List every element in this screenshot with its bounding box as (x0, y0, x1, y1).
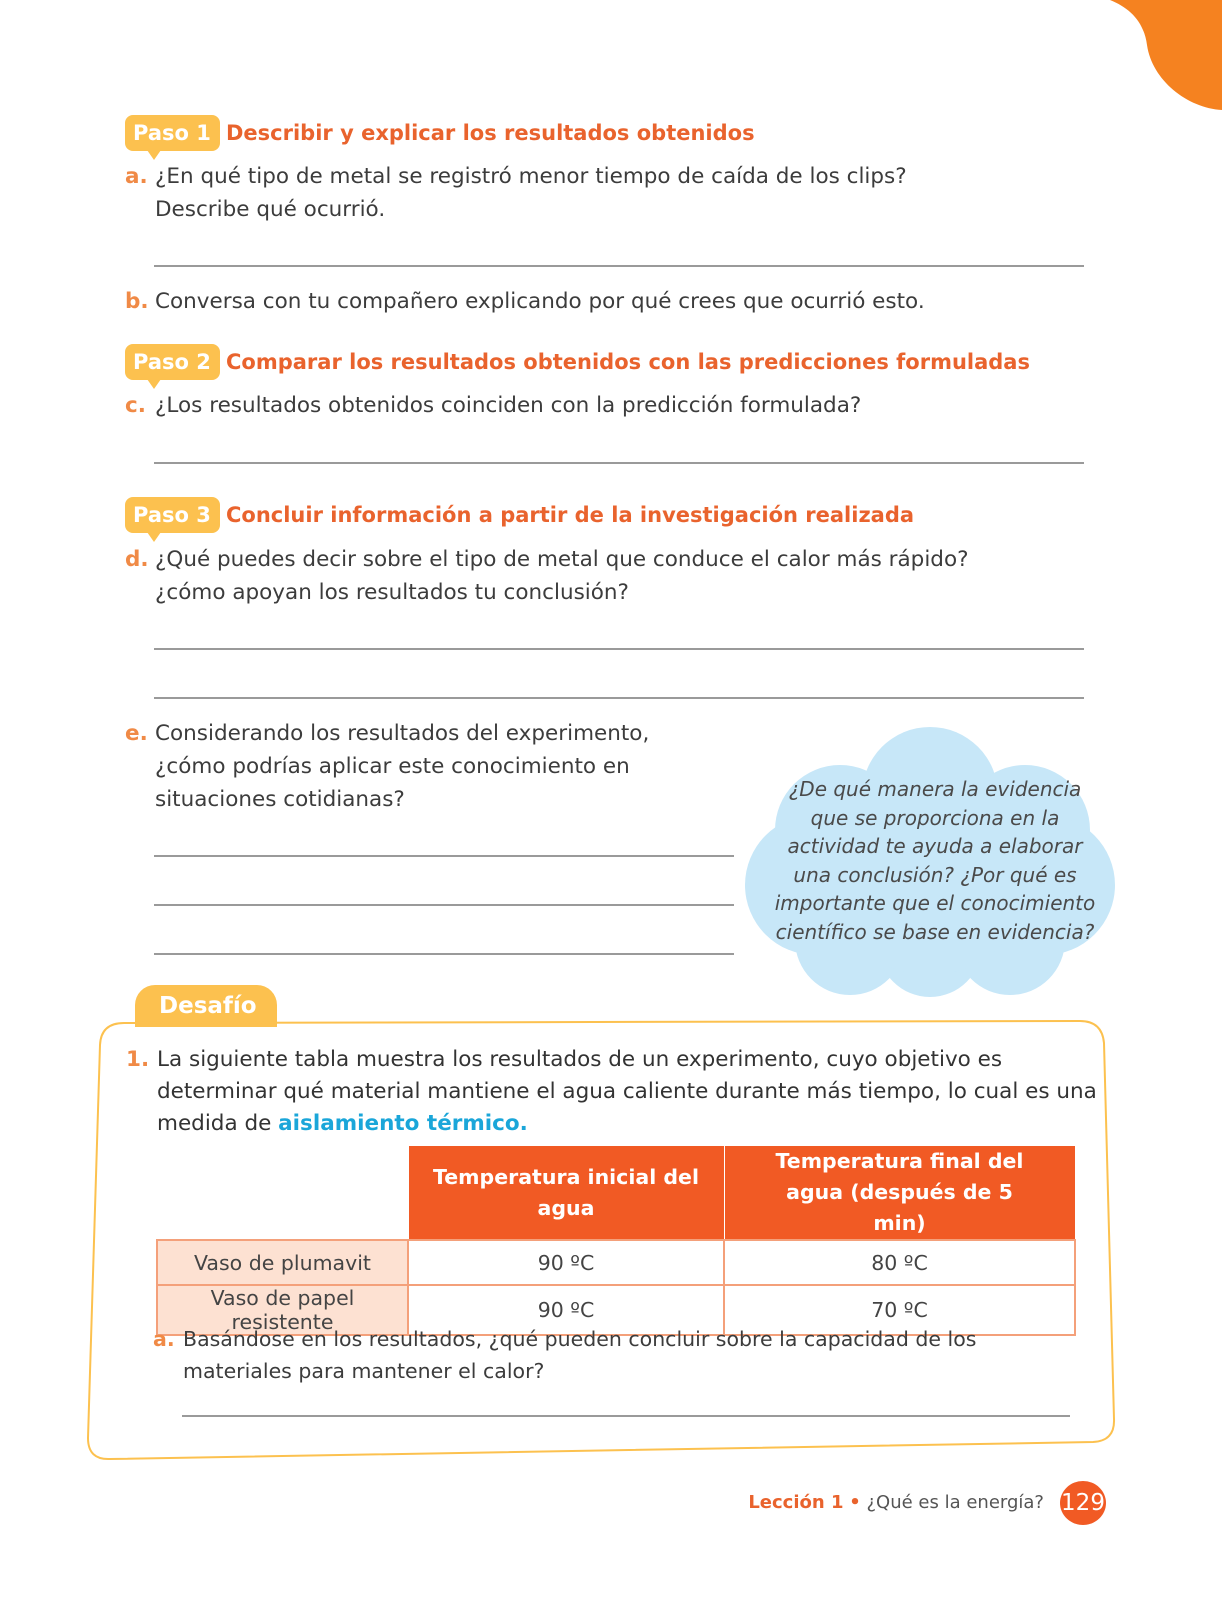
answer-line-a[interactable] (154, 265, 1084, 267)
results-table (156, 1145, 1076, 1336)
desafio-question-1-text: La siguiente tabla muestra los resultados de un experimento, cuyo objetivo es determinar qué material mantiene el agua caliente durante más tiempo, lo cual es una medida de (157, 1047, 1097, 1136)
footer (748, 1488, 1044, 1518)
table-row (157, 1240, 1075, 1285)
step-1-title: Describir y explicar los resultados obtenidos (226, 121, 755, 145)
answer-line-c[interactable] (154, 462, 1084, 464)
step-3-tag-label: Paso 3 (133, 503, 211, 527)
question-a-letter: a. (125, 164, 148, 189)
question-a-text: ¿En qué tipo de metal se registró menor tiempo de caída de los clips? Describe qué ocurrió. (155, 164, 907, 222)
answer-line-e-2[interactable] (154, 904, 734, 906)
desafio-question-a-text: Basándose en los resultados, ¿qué pueden concluir sobre la capacidad de los materiales para mantener el calor? (183, 1327, 977, 1383)
question-d-letter: d. (125, 547, 149, 572)
table-cell-initial: 90 ºC (408, 1285, 724, 1335)
table-row-label: Vaso de papel resistente (157, 1285, 408, 1335)
question-b-letter: b. (125, 289, 149, 314)
table-cell-final: 70 ºC (724, 1285, 1075, 1335)
answer-line-e-1[interactable] (154, 855, 734, 857)
desafio-tab-label: Desafío (159, 993, 257, 1019)
answer-line-e-3[interactable] (154, 953, 734, 955)
step-2-tag-label: Paso 2 (133, 350, 211, 374)
step-3-tag (125, 497, 220, 533)
step-1-tag-label: Paso 1 (133, 121, 211, 145)
answer-line-d-2[interactable] (154, 697, 1084, 699)
table-header-final: Temperatura final del agua (después de 5 min) (724, 1146, 1075, 1241)
question-e-letter: e. (125, 721, 148, 746)
desafio-question-1 (126, 1044, 1097, 1140)
question-a (125, 160, 955, 226)
step-1-tag (125, 115, 220, 151)
question-e (125, 717, 675, 816)
desafio-question-1-number: 1. (126, 1047, 150, 1072)
footer-separator: • (849, 1492, 861, 1513)
question-c-letter: c. (125, 393, 146, 418)
page-number: 129 (1060, 1481, 1106, 1525)
table-cell-initial: 90 ºC (408, 1240, 724, 1285)
answer-line-d-1[interactable] (154, 648, 1084, 650)
footer-lesson: Lección 1 (748, 1492, 844, 1513)
footer-title: ¿Qué es la energía? (866, 1492, 1044, 1513)
question-c-text: ¿Los resultados obtenidos coinciden con la predicción formulada? (155, 393, 862, 418)
desafio-question-a (153, 1323, 1063, 1387)
table-header-empty (157, 1146, 408, 1241)
question-b (125, 285, 1105, 318)
corner-decoration (1092, 0, 1222, 115)
answer-line-desafio-a[interactable] (182, 1415, 1070, 1417)
step-2-tag (125, 344, 220, 380)
table-header-row (157, 1146, 1075, 1241)
table-row-label: Vaso de plumavit (157, 1240, 408, 1285)
cloud-text: ¿De qué manera la evidencia que se proporciona en la actividad te ayuda a elaborar una conclusión? ¿Por qué es importante que el conocimiento científico se base en evidencia? (774, 777, 1096, 944)
step-3-title: Concluir información a partir de la investigación realizada (226, 503, 915, 527)
table-header-initial: Temperatura inicial del agua (408, 1146, 724, 1241)
question-c (125, 389, 1105, 422)
question-d-text: ¿Qué puedes decir sobre el tipo de metal que conduce el calor más rápido? ¿cómo apoyan los resultados tu conclusión? (155, 547, 969, 605)
desafio-keyword: aislamiento térmico. (278, 1111, 528, 1136)
table-cell-final: 80 ºC (724, 1240, 1075, 1285)
question-d (125, 543, 1005, 609)
question-b-text: Conversa con tu compañero explicando por qué crees que ocurrió esto. (155, 289, 925, 314)
desafio-question-a-letter: a. (153, 1327, 175, 1351)
question-e-text: Considerando los resultados del experimento, ¿cómo podrías aplicar este conocimiento en situaciones cotidianas? (155, 721, 650, 812)
step-2-title: Comparar los resultados obtenidos con las predicciones formuladas (226, 350, 1030, 374)
